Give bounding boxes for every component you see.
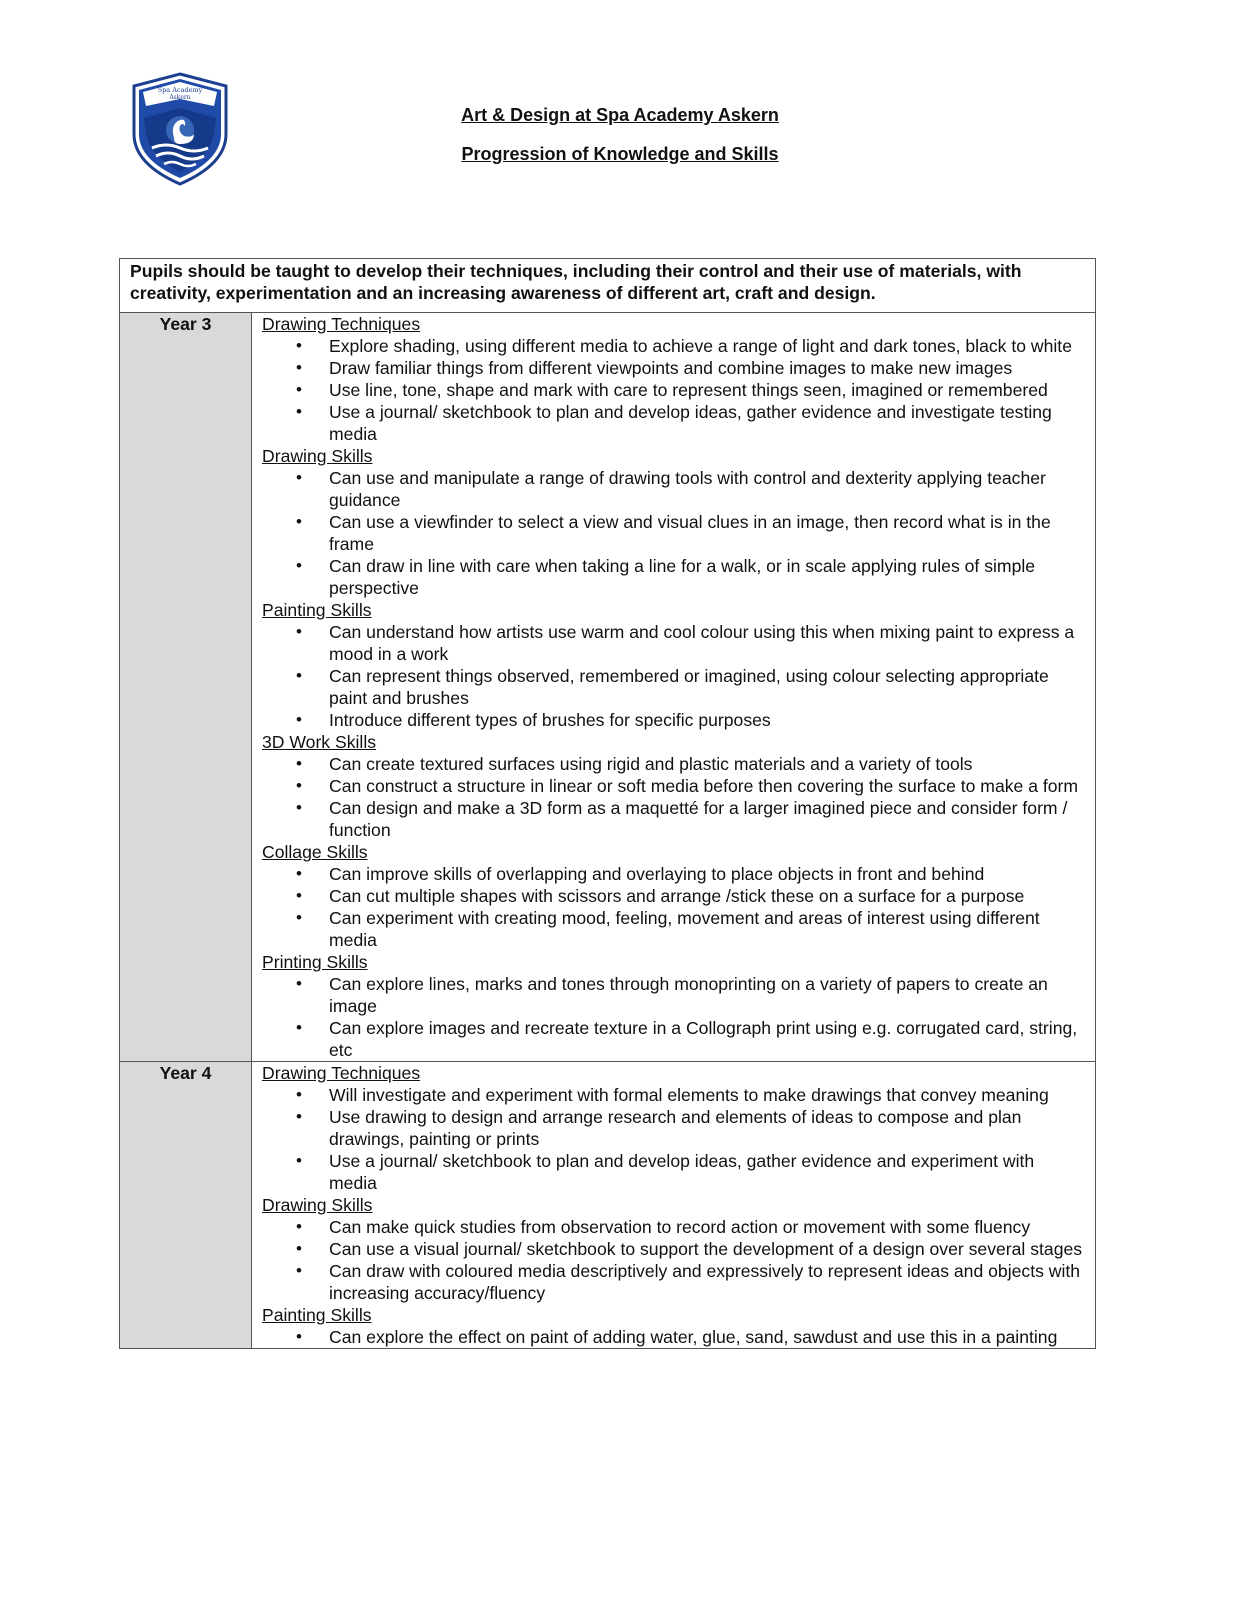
list-item: • Can use a viewfinder to select a view and visual clues in an image, then record what is in the frame [262, 511, 1085, 555]
list-item: • Can design and make a 3D form as a maquetté for a larger imagined piece and consider form / function [262, 797, 1085, 841]
year-content [252, 313, 1096, 1062]
list-item: • Can draw in line with care when taking a line for a walk, or in scale applying rules of simple perspective [262, 555, 1085, 599]
page-title: Art & Design at Spa Academy Askern [461, 105, 779, 125]
page-subtitle: Progression of Knowledge and Skills [461, 144, 779, 164]
list-item: • Draw familiar things from different viewpoints and combine images to make new images [262, 357, 1085, 379]
year-content [252, 1062, 1096, 1349]
list-item: • Use drawing to design and arrange research and elements of ideas to compose and plan drawings, painting or prints [262, 1106, 1085, 1150]
list-item: • Can understand how artists use warm and cool colour using this when mixing paint to express a mood in a work [262, 621, 1085, 665]
list-item: • Can represent things observed, remembered or imagined, using colour selecting appropriate paint and brushes [262, 665, 1085, 709]
section-heading: Drawing Techniques [262, 1063, 421, 1083]
bullet-list [262, 753, 1085, 841]
svg-text:Spa Academy: Spa Academy [157, 86, 203, 94]
list-item: • Can draw with coloured media descriptively and expressively to represent ideas and objects with increasing accuracy/fluency [262, 1260, 1085, 1304]
bullet-list [262, 863, 1085, 951]
list-item: • Introduce different types of brushes for specific purposes [262, 709, 1085, 731]
list-item: • Can explore the effect on paint of adding water, glue, sand, sawdust and use this in a painting [262, 1326, 1085, 1348]
section-heading: Drawing Skills [262, 1195, 373, 1215]
list-item: • Can explore lines, marks and tones through monoprinting on a variety of papers to create an image [262, 973, 1085, 1017]
list-item: • Use a journal/ sketchbook to plan and develop ideas, gather evidence and investigate testing media [262, 401, 1085, 445]
bullet-list [262, 1084, 1085, 1194]
year-label: Year 3 [120, 313, 252, 1062]
list-item: • Can explore images and recreate texture in a Collograph print using e.g. corrugated card, string, etc [262, 1017, 1085, 1061]
year-row [120, 1062, 1096, 1349]
school-logo [130, 72, 230, 187]
progression-table [119, 258, 1096, 1349]
list-item: • Can create textured surfaces using rigid and plastic materials and a variety of tools [262, 753, 1085, 775]
bullet-list [262, 1216, 1085, 1304]
section-heading: 3D Work Skills [262, 732, 377, 752]
section-heading: Printing Skills [262, 952, 368, 972]
section-heading: Drawing Skills [262, 446, 373, 466]
list-item: • Can cut multiple shapes with scissors and arrange /stick these on a surface for a purpose [262, 885, 1085, 907]
bullet-list [262, 467, 1085, 599]
section-heading: Painting Skills [262, 1305, 372, 1325]
svg-text:Askern: Askern [169, 94, 191, 101]
list-item: • Can improve skills of overlapping and overlaying to place objects in front and behind [262, 863, 1085, 885]
list-item: • Can use and manipulate a range of drawing tools with control and dexterity applying teacher guidance [262, 467, 1085, 511]
section-heading: Collage Skills [262, 842, 368, 862]
section-heading: Painting Skills [262, 600, 372, 620]
bullet-list [262, 335, 1085, 445]
year-row [120, 313, 1096, 1062]
section-heading: Drawing Techniques [262, 314, 421, 334]
list-item: • Use a journal/ sketchbook to plan and develop ideas, gather evidence and experiment with media [262, 1150, 1085, 1194]
list-item: • Will investigate and experiment with formal elements to make drawings that convey meaning [262, 1084, 1085, 1106]
list-item: • Can experiment with creating mood, feeling, movement and areas of interest using different media [262, 907, 1085, 951]
list-item: • Use line, tone, shape and mark with care to represent things seen, imagined or remembered [262, 379, 1085, 401]
list-item: • Can use a visual journal/ sketchbook to support the development of a design over several stages [262, 1238, 1085, 1260]
year-label: Year 4 [120, 1062, 252, 1349]
list-item: • Explore shading, using different media to achieve a range of light and dark tones, black to white [262, 335, 1085, 357]
intro-text: Pupils should be taught to develop their techniques, including their control and their use of materials, with creativity, experimentation and an increasing awareness of different art, craft and design. [120, 259, 1096, 313]
bullet-list [262, 1326, 1085, 1348]
list-item: • Can construct a structure in linear or soft media before then covering the surface to make a form [262, 775, 1085, 797]
bullet-list [262, 621, 1085, 731]
intro-row [120, 259, 1096, 313]
list-item: • Can make quick studies from observation to record action or movement with some fluency [262, 1216, 1085, 1238]
bullet-list [262, 973, 1085, 1061]
